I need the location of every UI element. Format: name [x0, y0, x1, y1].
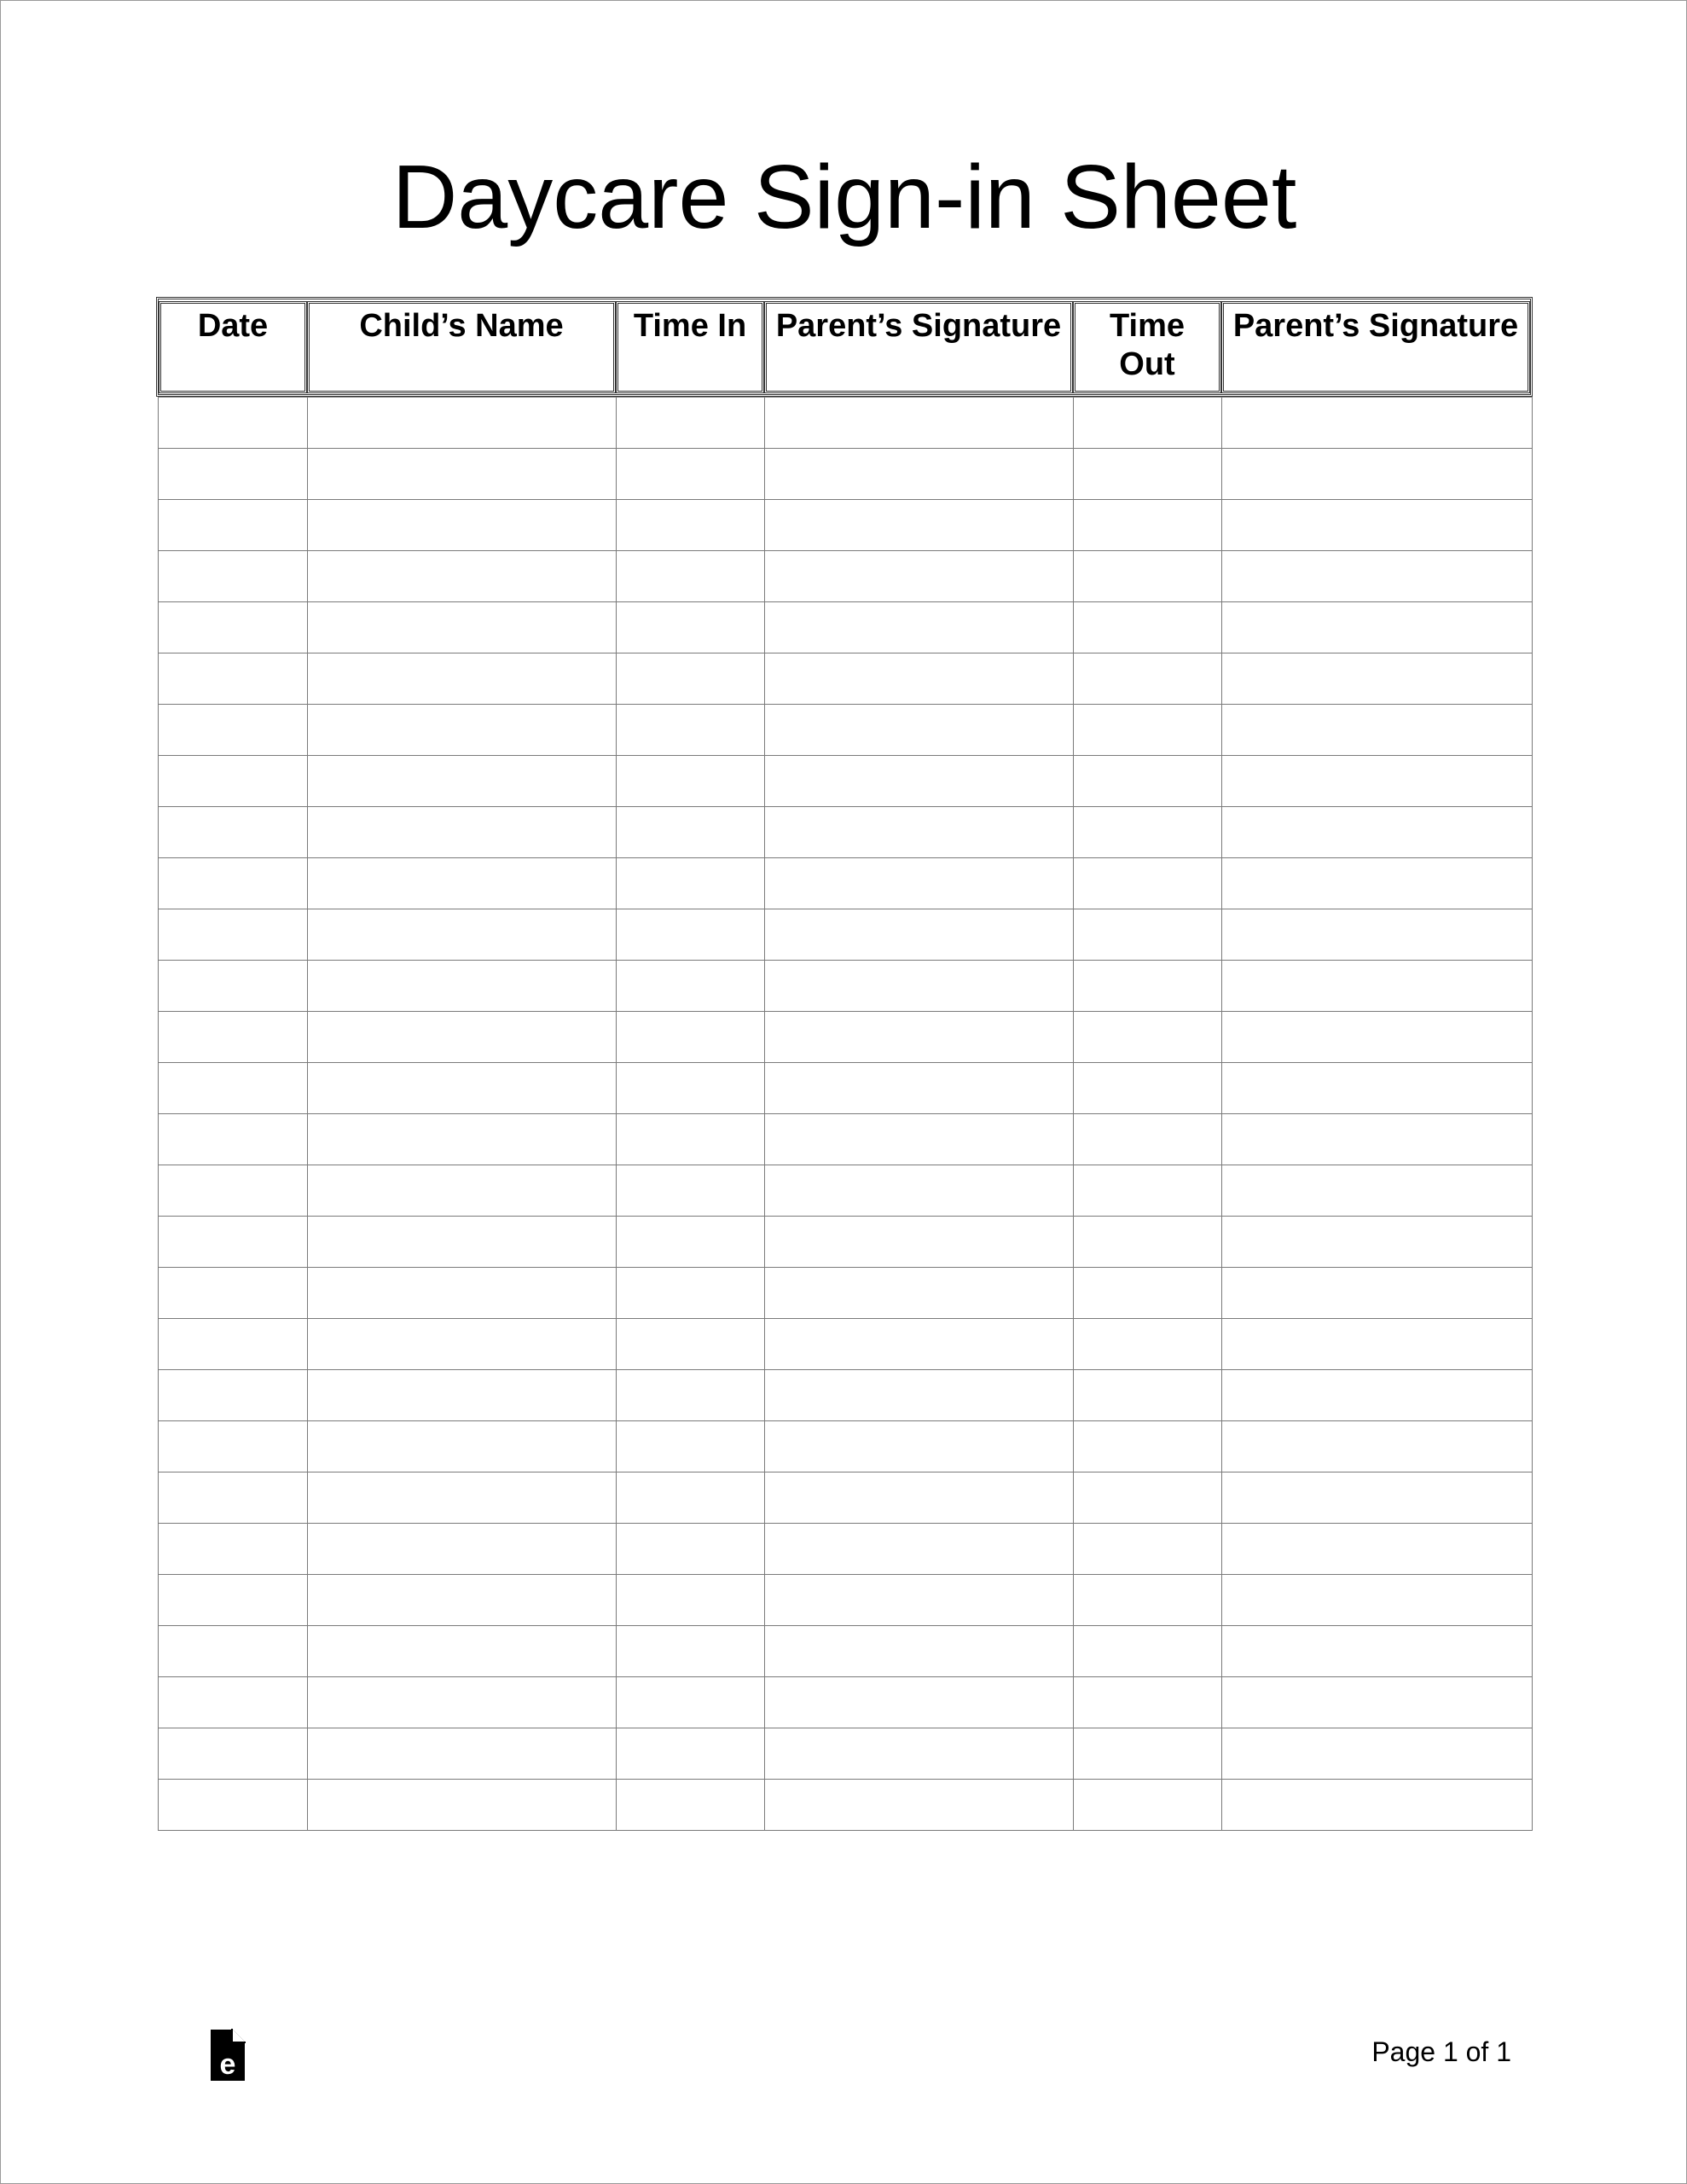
parent-signature-in-cell[interactable]	[765, 500, 1074, 551]
parent-signature-in-cell[interactable]	[765, 449, 1074, 500]
table-row	[159, 602, 1533, 653]
child-name-cell[interactable]	[308, 961, 617, 1012]
time-out-cell[interactable]	[1074, 807, 1222, 858]
svg-text:e: e	[219, 2048, 236, 2081]
page-title: Daycare Sign-in Sheet	[391, 147, 1297, 247]
parent-signature-in-cell[interactable]	[765, 1370, 1074, 1421]
column-header-time-out: Time Out	[1073, 301, 1221, 393]
time-out-cell[interactable]	[1074, 1524, 1222, 1575]
date-cell[interactable]	[159, 1626, 308, 1677]
table-row	[159, 858, 1533, 909]
document-e-logo-icon	[209, 2028, 246, 2082]
time-in-cell[interactable]	[617, 1472, 765, 1524]
time-out-cell[interactable]	[1074, 449, 1222, 500]
child-name-cell[interactable]	[308, 1268, 617, 1319]
parent-signature-out-cell[interactable]	[1222, 1012, 1533, 1063]
parent-signature-in-cell[interactable]	[765, 1268, 1074, 1319]
time-out-cell[interactable]	[1074, 653, 1222, 705]
table-row	[159, 653, 1533, 705]
child-name-cell[interactable]	[308, 1780, 617, 1831]
parent-signature-out-cell[interactable]	[1222, 807, 1533, 858]
parent-signature-out-cell[interactable]	[1222, 1268, 1533, 1319]
parent-signature-in-cell[interactable]	[765, 1319, 1074, 1370]
time-in-cell[interactable]	[617, 705, 765, 756]
date-cell[interactable]	[159, 500, 308, 551]
table-row	[159, 705, 1533, 756]
time-in-cell[interactable]	[617, 398, 765, 449]
time-in-cell[interactable]	[617, 1063, 765, 1114]
table-row	[159, 551, 1533, 602]
time-out-cell[interactable]	[1074, 705, 1222, 756]
time-in-cell[interactable]	[617, 653, 765, 705]
column-header-childs-name: Child’s Name	[307, 301, 616, 393]
date-cell[interactable]	[159, 653, 308, 705]
table-row	[159, 1677, 1533, 1728]
parent-signature-out-cell[interactable]	[1222, 1165, 1533, 1217]
time-in-cell[interactable]	[617, 1217, 765, 1268]
time-out-cell[interactable]	[1074, 756, 1222, 807]
parent-signature-in-cell[interactable]	[765, 1217, 1074, 1268]
table-row	[159, 756, 1533, 807]
child-name-cell[interactable]	[308, 653, 617, 705]
time-out-cell[interactable]	[1074, 602, 1222, 653]
parent-signature-in-cell[interactable]	[765, 1575, 1074, 1626]
time-out-cell[interactable]	[1074, 961, 1222, 1012]
parent-signature-in-cell[interactable]	[765, 705, 1074, 756]
child-name-cell[interactable]	[308, 1626, 617, 1677]
parent-signature-out-cell[interactable]	[1222, 705, 1533, 756]
child-name-cell[interactable]	[308, 1217, 617, 1268]
parent-signature-out-cell[interactable]	[1222, 961, 1533, 1012]
child-name-cell[interactable]	[308, 858, 617, 909]
parent-signature-out-cell[interactable]	[1222, 1370, 1533, 1421]
table-row	[159, 1472, 1533, 1524]
time-out-cell[interactable]	[1074, 1165, 1222, 1217]
child-name-cell[interactable]	[308, 1319, 617, 1370]
date-cell[interactable]	[159, 961, 308, 1012]
table-row	[159, 1268, 1533, 1319]
time-out-cell[interactable]	[1074, 1472, 1222, 1524]
parent-signature-out-cell[interactable]	[1222, 1626, 1533, 1677]
date-cell[interactable]	[159, 909, 308, 961]
time-in-cell[interactable]	[617, 961, 765, 1012]
time-out-cell[interactable]	[1074, 909, 1222, 961]
time-in-cell[interactable]	[617, 1165, 765, 1217]
table-row	[159, 1575, 1533, 1626]
parent-signature-in-cell[interactable]	[765, 602, 1074, 653]
time-out-cell[interactable]	[1074, 1575, 1222, 1626]
parent-signature-in-cell[interactable]	[765, 1063, 1074, 1114]
table-row	[159, 1626, 1533, 1677]
date-cell[interactable]	[159, 1319, 308, 1370]
parent-signature-in-cell[interactable]	[765, 909, 1074, 961]
child-name-cell[interactable]	[308, 1728, 617, 1780]
child-name-cell[interactable]	[308, 398, 617, 449]
date-cell[interactable]	[159, 756, 308, 807]
time-in-cell[interactable]	[617, 1575, 765, 1626]
table-row	[159, 1524, 1533, 1575]
parent-signature-in-cell[interactable]	[765, 398, 1074, 449]
time-in-cell[interactable]	[617, 1012, 765, 1063]
parent-signature-in-cell[interactable]	[765, 1114, 1074, 1165]
table-row	[159, 1012, 1533, 1063]
time-in-cell[interactable]	[617, 756, 765, 807]
parent-signature-out-cell[interactable]	[1222, 398, 1533, 449]
parent-signature-in-cell[interactable]	[765, 1626, 1074, 1677]
time-out-cell[interactable]	[1074, 1677, 1222, 1728]
table-row	[159, 1780, 1533, 1831]
parent-signature-in-cell[interactable]	[765, 756, 1074, 807]
parent-signature-out-cell[interactable]	[1222, 1063, 1533, 1114]
time-in-cell[interactable]	[617, 1677, 765, 1728]
parent-signature-in-cell[interactable]	[765, 551, 1074, 602]
date-cell[interactable]	[159, 398, 308, 449]
table-row	[159, 1421, 1533, 1472]
child-name-cell[interactable]	[308, 1421, 617, 1472]
date-cell[interactable]	[159, 1677, 308, 1728]
column-header-parents-signature-in: Parent’s Signature	[764, 301, 1073, 393]
date-cell[interactable]	[159, 1114, 308, 1165]
parent-signature-out-cell[interactable]	[1222, 1575, 1533, 1626]
date-cell[interactable]	[159, 1421, 308, 1472]
date-cell[interactable]	[159, 551, 308, 602]
parent-signature-in-cell[interactable]	[765, 807, 1074, 858]
table-row	[159, 1319, 1533, 1370]
time-out-cell[interactable]	[1074, 1114, 1222, 1165]
child-name-cell[interactable]	[308, 807, 617, 858]
time-out-cell[interactable]	[1074, 1421, 1222, 1472]
time-in-cell[interactable]	[617, 1319, 765, 1370]
parent-signature-out-cell[interactable]	[1222, 1728, 1533, 1780]
column-header-parents-signature-out: Parent’s Signature	[1221, 301, 1530, 393]
table-row	[159, 1217, 1533, 1268]
time-out-cell[interactable]	[1074, 398, 1222, 449]
time-in-cell[interactable]	[617, 449, 765, 500]
time-out-cell[interactable]	[1074, 1217, 1222, 1268]
parent-signature-out-cell[interactable]	[1222, 1421, 1533, 1472]
date-cell[interactable]	[159, 1524, 308, 1575]
date-cell[interactable]	[159, 1472, 308, 1524]
parent-signature-out-cell[interactable]	[1222, 602, 1533, 653]
child-name-cell[interactable]	[308, 1012, 617, 1063]
table-row	[159, 1728, 1533, 1780]
child-name-cell[interactable]	[308, 602, 617, 653]
date-cell[interactable]	[159, 1063, 308, 1114]
time-out-cell[interactable]	[1074, 1319, 1222, 1370]
parent-signature-out-cell[interactable]	[1222, 1677, 1533, 1728]
time-in-cell[interactable]	[617, 1370, 765, 1421]
table-row	[159, 449, 1533, 500]
parent-signature-out-cell[interactable]	[1222, 1217, 1533, 1268]
column-header-date: Date	[159, 301, 307, 393]
parent-signature-in-cell[interactable]	[765, 1165, 1074, 1217]
date-cell[interactable]	[159, 1728, 308, 1780]
parent-signature-in-cell[interactable]	[765, 653, 1074, 705]
time-out-cell[interactable]	[1074, 1728, 1222, 1780]
time-in-cell[interactable]	[617, 551, 765, 602]
sign-in-table-body	[159, 398, 1533, 1831]
parent-signature-out-cell[interactable]	[1222, 1780, 1533, 1831]
time-in-cell[interactable]	[617, 1524, 765, 1575]
date-cell[interactable]	[159, 1217, 308, 1268]
table-row	[159, 807, 1533, 858]
parent-signature-out-cell[interactable]	[1222, 551, 1533, 602]
child-name-cell[interactable]	[308, 1677, 617, 1728]
parent-signature-out-cell[interactable]	[1222, 1524, 1533, 1575]
date-cell[interactable]	[159, 449, 308, 500]
parent-signature-out-cell[interactable]	[1222, 449, 1533, 500]
time-in-cell[interactable]	[617, 500, 765, 551]
table-row	[159, 1165, 1533, 1217]
parent-signature-in-cell[interactable]	[765, 1780, 1074, 1831]
child-name-cell[interactable]	[308, 500, 617, 551]
table-row	[159, 961, 1533, 1012]
parent-signature-in-cell[interactable]	[765, 1421, 1074, 1472]
time-in-cell[interactable]	[617, 807, 765, 858]
time-out-cell[interactable]	[1074, 1268, 1222, 1319]
time-in-cell[interactable]	[617, 602, 765, 653]
parent-signature-in-cell[interactable]	[765, 1677, 1074, 1728]
time-out-cell[interactable]	[1074, 1063, 1222, 1114]
date-cell[interactable]	[159, 602, 308, 653]
sign-in-table	[158, 397, 1533, 1831]
parent-signature-in-cell[interactable]	[765, 1472, 1074, 1524]
child-name-cell[interactable]	[308, 705, 617, 756]
parent-signature-in-cell[interactable]	[765, 1524, 1074, 1575]
time-out-cell[interactable]	[1074, 500, 1222, 551]
date-cell[interactable]	[159, 807, 308, 858]
date-cell[interactable]	[159, 1370, 308, 1421]
parent-signature-out-cell[interactable]	[1222, 909, 1533, 961]
parent-signature-in-cell[interactable]	[765, 961, 1074, 1012]
date-cell[interactable]	[159, 1780, 308, 1831]
child-name-cell[interactable]	[308, 1114, 617, 1165]
date-cell[interactable]	[159, 705, 308, 756]
child-name-cell[interactable]	[308, 756, 617, 807]
parent-signature-in-cell[interactable]	[765, 1012, 1074, 1063]
parent-signature-out-cell[interactable]	[1222, 756, 1533, 807]
parent-signature-in-cell[interactable]	[765, 858, 1074, 909]
date-cell[interactable]	[159, 1268, 308, 1319]
date-cell[interactable]	[159, 1012, 308, 1063]
child-name-cell[interactable]	[308, 1370, 617, 1421]
time-in-cell[interactable]	[617, 1626, 765, 1677]
child-name-cell[interactable]	[308, 449, 617, 500]
parent-signature-out-cell[interactable]	[1222, 858, 1533, 909]
time-out-cell[interactable]	[1074, 1370, 1222, 1421]
parent-signature-out-cell[interactable]	[1222, 1472, 1533, 1524]
parent-signature-in-cell[interactable]	[765, 1728, 1074, 1780]
time-out-cell[interactable]	[1074, 858, 1222, 909]
column-header-time-in: Time In	[616, 301, 764, 393]
page-number: Page 1 of 1	[1371, 2036, 1511, 2067]
time-in-cell[interactable]	[617, 858, 765, 909]
parent-signature-out-cell[interactable]	[1222, 500, 1533, 551]
time-in-cell[interactable]	[617, 1780, 765, 1831]
date-cell[interactable]	[159, 1575, 308, 1626]
parent-signature-out-cell[interactable]	[1222, 1319, 1533, 1370]
table-row	[159, 1063, 1533, 1114]
time-out-cell[interactable]	[1074, 1626, 1222, 1677]
time-in-cell[interactable]	[617, 1728, 765, 1780]
time-in-cell[interactable]	[617, 1268, 765, 1319]
table-row	[159, 500, 1533, 551]
time-out-cell[interactable]	[1074, 1012, 1222, 1063]
child-name-cell[interactable]	[308, 551, 617, 602]
parent-signature-out-cell[interactable]	[1222, 1114, 1533, 1165]
child-name-cell[interactable]	[308, 1472, 617, 1524]
table-row	[159, 398, 1533, 449]
date-cell[interactable]	[159, 858, 308, 909]
table-row	[159, 1370, 1533, 1421]
child-name-cell[interactable]	[308, 1575, 617, 1626]
child-name-cell[interactable]	[308, 1524, 617, 1575]
time-out-cell[interactable]	[1074, 1780, 1222, 1831]
time-in-cell[interactable]	[617, 1421, 765, 1472]
time-out-cell[interactable]	[1074, 551, 1222, 602]
time-in-cell[interactable]	[617, 909, 765, 961]
child-name-cell[interactable]	[308, 1165, 617, 1217]
child-name-cell[interactable]	[308, 909, 617, 961]
parent-signature-out-cell[interactable]	[1222, 653, 1533, 705]
time-in-cell[interactable]	[617, 1114, 765, 1165]
child-name-cell[interactable]	[308, 1063, 617, 1114]
table-row	[159, 909, 1533, 961]
table-row	[159, 1114, 1533, 1165]
date-cell[interactable]	[159, 1165, 308, 1217]
